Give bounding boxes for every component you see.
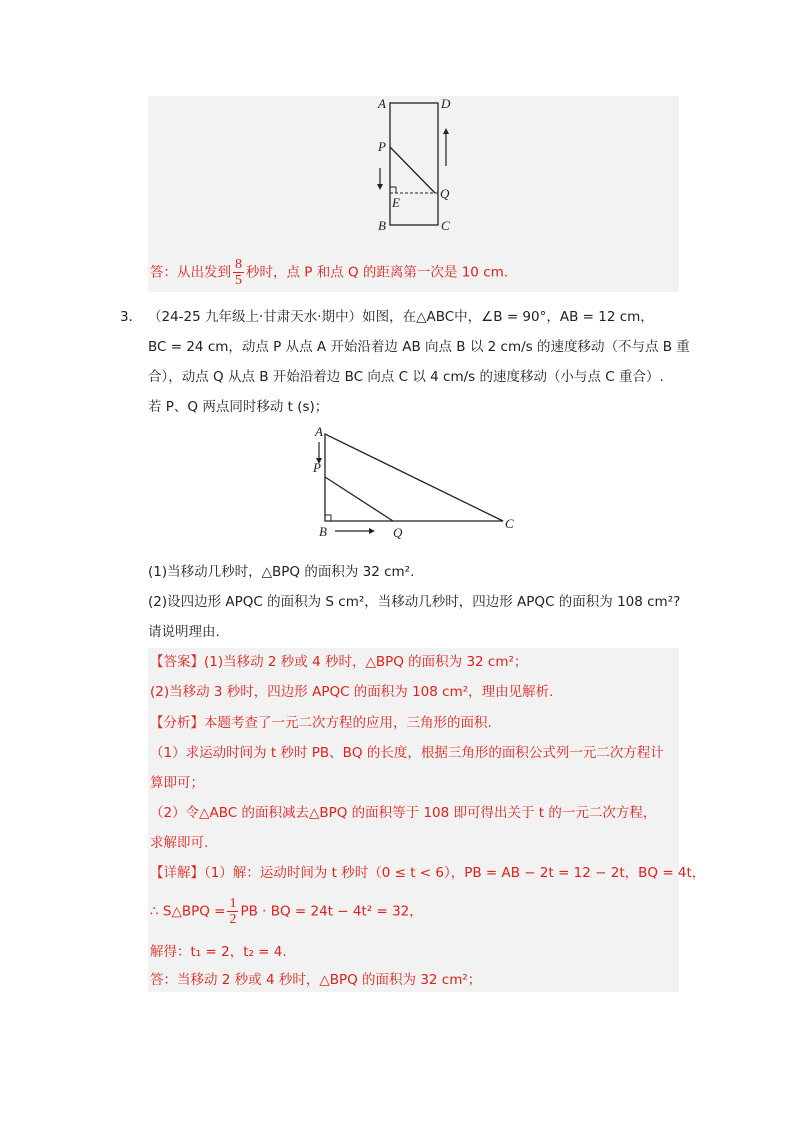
fig1-label-E: E [392,195,400,210]
fig2-label-Q: Q [393,525,403,540]
problem-number: 3． [120,309,143,325]
question-1: (1)当移动几秒时，△BPQ 的面积为 32 cm². [148,564,415,580]
equation-suffix: PB · BQ = 24t − 4t² = 32， [240,903,423,920]
top-answer-suffix: 秒时，点 P 和点 Q 的距离第一次是 10 cm. [246,264,509,281]
problem-line-1: （24-25 九年级上·甘肃天水·期中）如图，在△ABC中，∠B = 90°，AB = 12 cm， [148,309,654,325]
problem-line-2: BC = 24 cm，动点 P 从点 A 开始沿着边 AB 向点 B 以 2 cm/s 的速度移动（不与点 B 重 [148,339,690,355]
fig1-label-Q: Q [440,186,450,201]
solve-line: 解得：t₁ = 2，t₂ = 4. [150,944,287,960]
fig2-label-A: A [315,424,323,439]
problem-line-3: 合），动点 Q 从点 B 开始沿着边 BC 向点 C 以 4 cm/s 的速度移动（小与点 C 重合）. [148,369,664,385]
fig1-label-P: P [378,139,386,154]
analysis-1: （1）求运动时间为 t 秒时 PB、BQ 的长度，根据三角形的面积公式列一元二次方程计 [150,745,664,761]
question-2: (2)设四边形 APQC 的面积为 S cm²，当移动几秒时，四边形 APQC 的面积为 108 cm²? [148,594,681,610]
equation-line [150,896,423,927]
top-answer-fraction: $\frac{8}{5}$ [235,257,242,288]
question-2-cont: 请说明理由. [148,624,220,640]
final-answer-line: 答：当移动 2 秒或 4 秒时，△BPQ 的面积为 32 cm²； [150,972,482,988]
fig1-label-C: C [441,218,450,233]
fig1-label-B: B [378,218,386,233]
analysis-2-cont: 求解即可. [150,835,209,851]
analysis-2: （2）令△ABC 的面积减去△BPQ 的面积等于 108 即可得出关于 t 的一元二次方程， [150,805,657,821]
fig2-label-B: B [319,524,327,539]
detail-line: 【详解】（1）解：运动时间为 t 秒时（0 ≤ t < 6），PB = AB − 2t = 12 − 2t，BQ = 4t， [150,865,706,881]
analysis-line: 【分析】本题考查了一元二次方程的应用，三角形的面积. [150,715,492,731]
equation-fraction: $\frac{1}{2}$ [229,896,237,927]
fig1-label-A: A [378,96,386,111]
top-answer-line [150,257,508,288]
rectangle-figure [370,96,470,236]
analysis-1-cont: 算即可； [150,775,204,791]
top-answer-prefix: 答：从出发到 [150,264,231,281]
answer-line-1: 【答案】(1)当移动 2 秒或 4 秒时，△BPQ 的面积为 32 cm²； [150,654,528,670]
fig2-label-C: C [505,516,514,531]
fig1-label-D: D [441,96,451,111]
fig2-label-P: P [313,460,321,475]
triangle-figure [305,424,535,544]
answer-line-2: (2)当移动 3 秒时，四边形 APQC 的面积为 108 cm²，理由见解析. [150,684,554,700]
equation-prefix: ∴ S△BPQ = [150,903,226,920]
problem-line-4: 若 P、Q 两点同时移动 t (s)； [148,399,329,415]
